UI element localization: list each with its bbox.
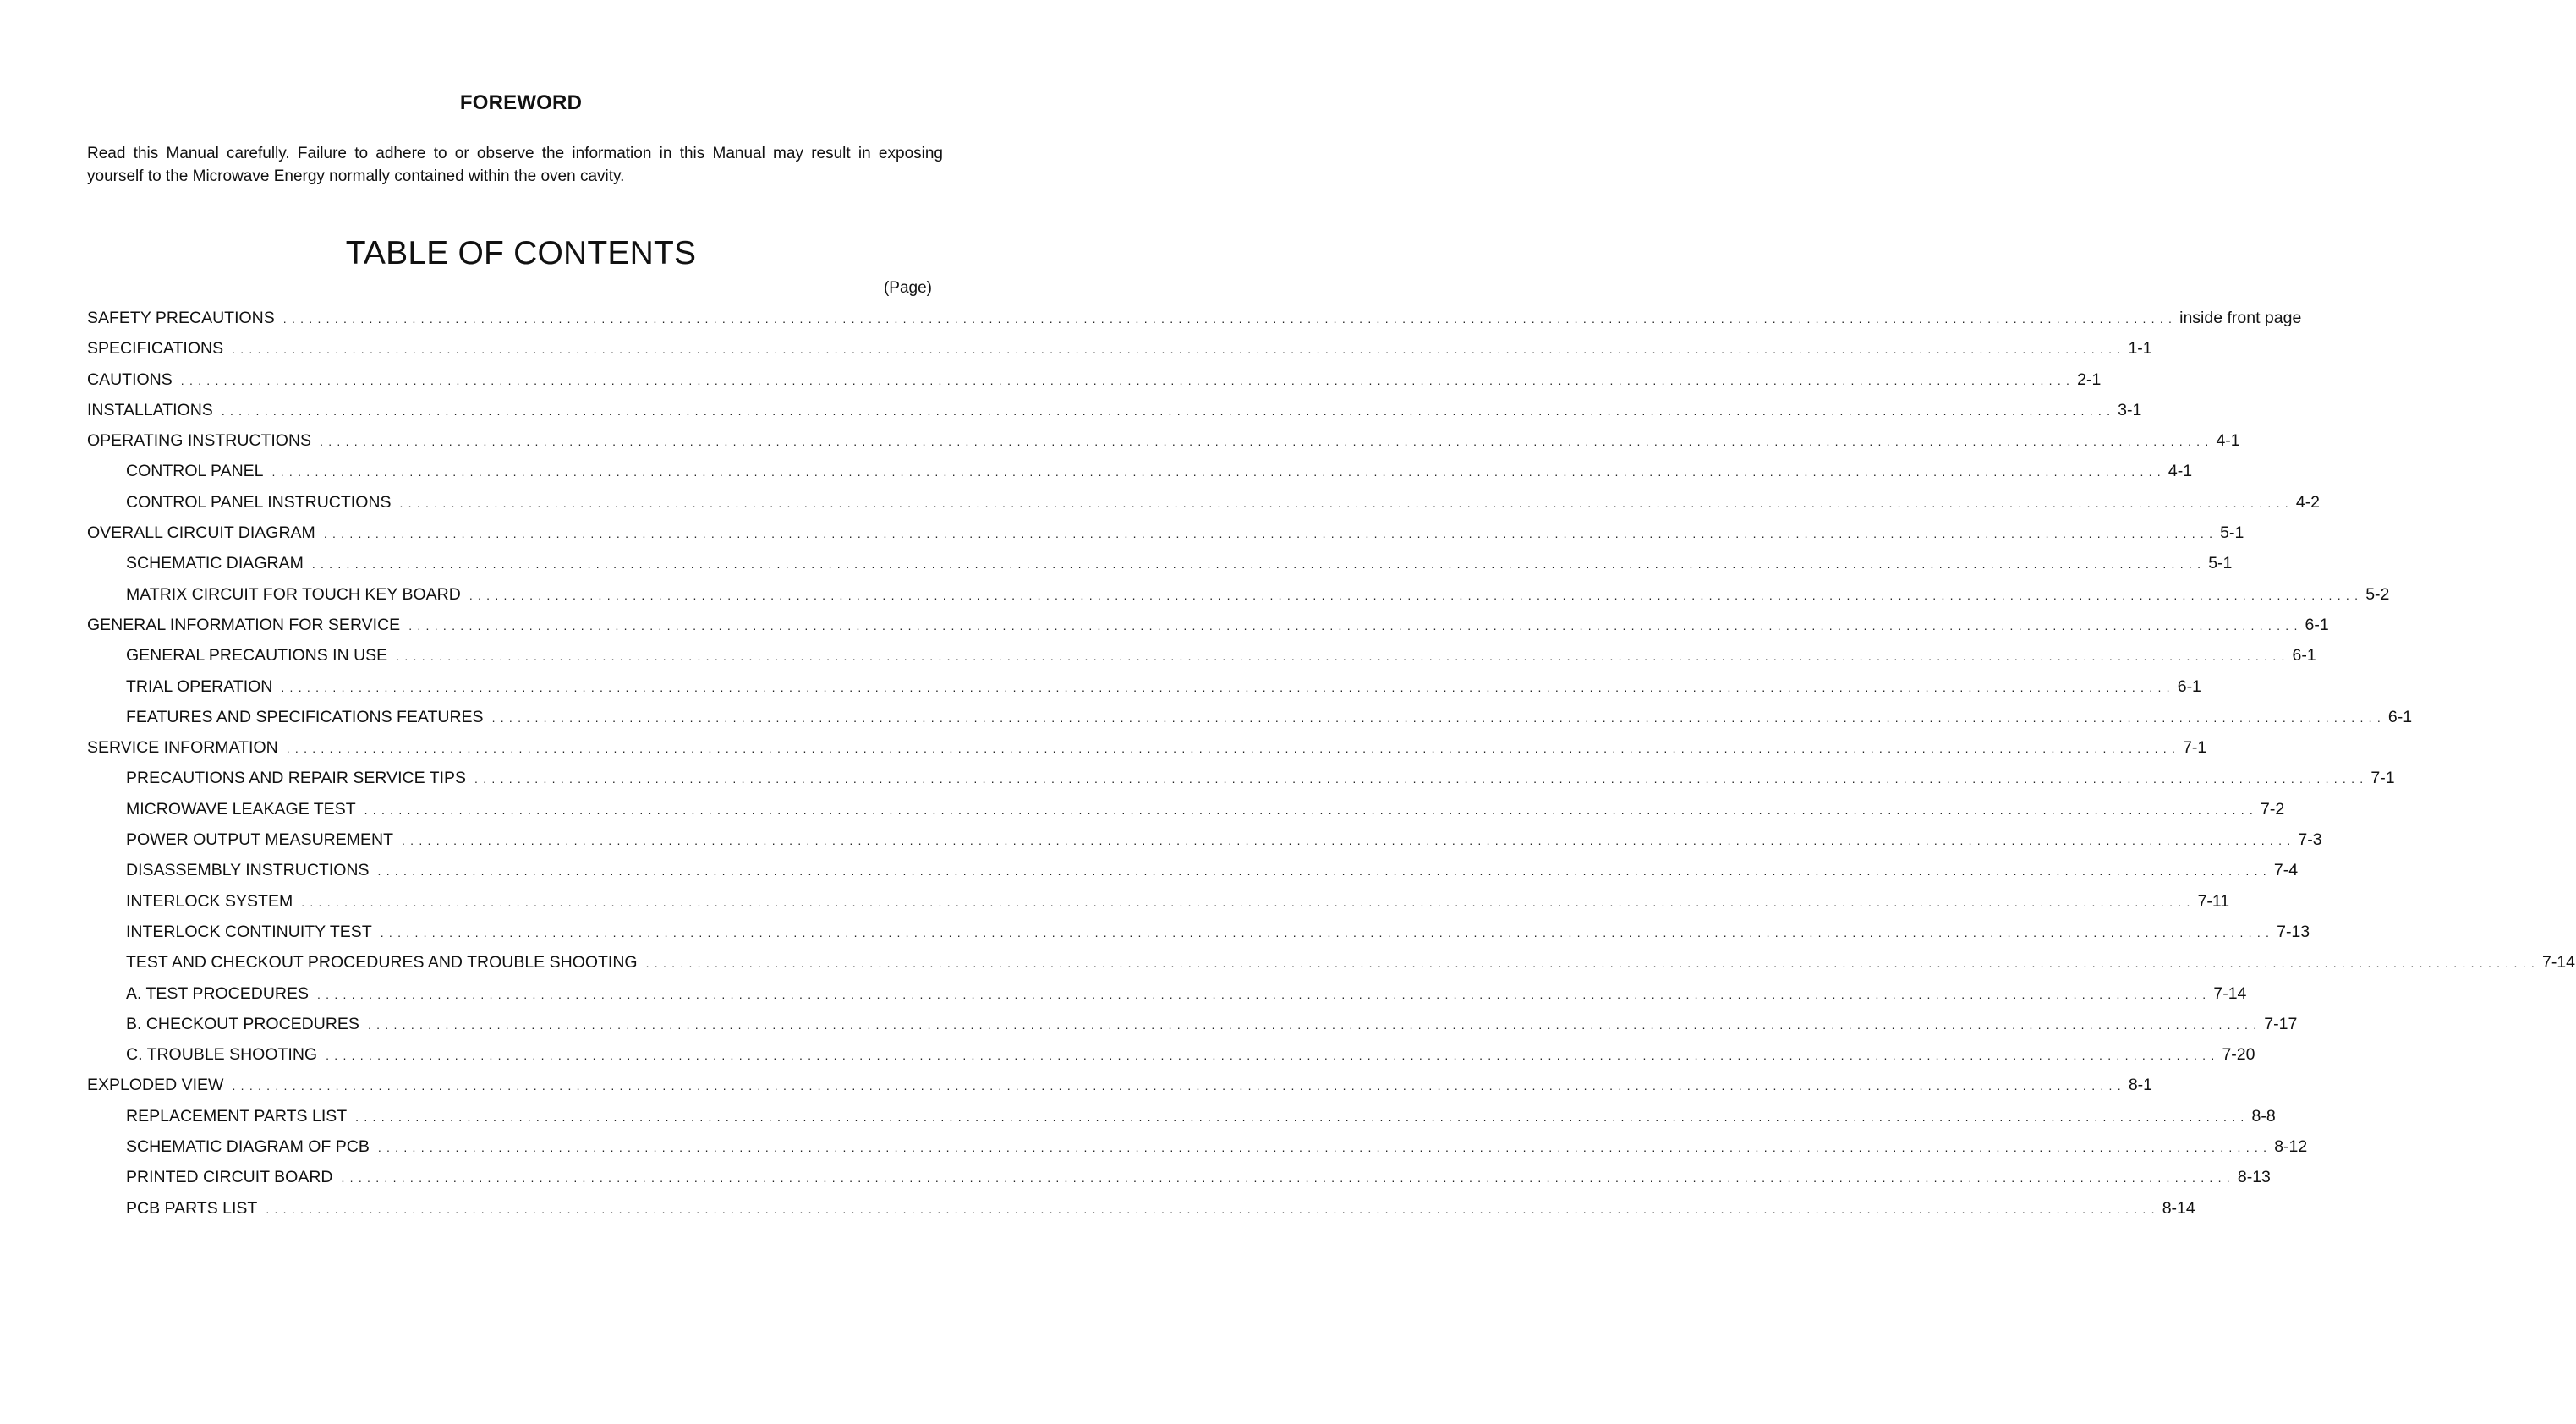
toc-leader-dots: . . . . . . . . . . . . . . . . . . . . . . . . . . . . . . . . . . . . . . . . . . . . . . . . . . . . . . . . . . . . . . . . . . . . . . . . . . . . . . . . . . . . . . . . . . . . . . . . . . . . . . . . . . . . . . . . . . . . . . . . . . . . . . . . . . . . . . . . . . . . . . . . . . . . . . . . . . . . . . . . . . . . . . . . . . . . . . . . . . . . . . . . . . . . . . . . . . . . . . . . . . . . . . . . . . . . . . . . . . . . bbox=[266, 1202, 2156, 1216]
toc-entry[interactable] bbox=[0, 1198, 2195, 1229]
toc-entry[interactable] bbox=[0, 308, 2302, 338]
toc-entry-page: 6-1 bbox=[2387, 707, 2413, 726]
toc-entry-page: 8-13 bbox=[2237, 1168, 2271, 1187]
toc-entry-label: SAFETY PRECAUTIONS bbox=[87, 309, 275, 327]
toc-entry-page: 7-2 bbox=[2260, 799, 2285, 819]
toc-entry-label: OPERATING INSTRUCTIONS bbox=[87, 431, 312, 451]
toc-entry-page: 4-1 bbox=[2168, 462, 2193, 481]
toc-entry-page: 7-1 bbox=[2370, 769, 2395, 788]
toc-entry[interactable] bbox=[0, 400, 2142, 430]
toc-entry[interactable] bbox=[0, 338, 2152, 369]
toc-entry[interactable] bbox=[0, 1136, 2308, 1167]
toc-entry-page: 4-1 bbox=[2216, 431, 2240, 451]
toc-title: TABLE OF CONTENTS bbox=[345, 235, 697, 271]
toc-entry-label: TRIAL OPERATION bbox=[126, 676, 273, 696]
toc-leader-dots: . . . . . . . . . . . . . . . . . . . . . . . . . . . . . . . . . . . . . . . . . . . . . . . . . . . . . . . . . . . . . . . . . . . . . . . . . . . . . . . . . . . . . . . . . . . . . . . . . . . . . . . . . . . . . . . . . . . . . . . . . . . . . . . . . . . . . . . . . . . . . . . . . . . . . . . . . . . . . . . . . . . . . . . . . . . . . . . . . . . . . . . . . . . . . . . . . . . . . . . . . . . . . . . . . . . . . . . . . . . . bbox=[301, 895, 2191, 909]
toc-leader-dots: . . . . . . . . . . . . . . . . . . . . . . . . . . . . . . . . . . . . . . . . . . . . . . . . . . . . . . . . . . . . . . . . . . . . . . . . . . . . . . . . . . . . . . . . . . . . . . . . . . . . . . . . . . . . . . . . . . . . . . . . . . . . . . . . . . . . . . . . . . . . . . . . . . . . . . . . . . . . . . . . . . . . . . . . . . . . . . . . . . . . . . . . . . . . . . . . . . . . . . . . . . . . . . . . . . . . . . . . . . . . bbox=[180, 373, 2071, 387]
toc-entry-page: 7-14 bbox=[2541, 953, 2575, 972]
toc-entry-page: 3-1 bbox=[2118, 400, 2142, 419]
toc-entry[interactable] bbox=[0, 1075, 2153, 1105]
toc-entry-label: GENERAL PRECAUTIONS IN USE bbox=[126, 646, 388, 665]
toc-leader-dots: . . . . . . . . . . . . . . . . . . . . . . . . . . . . . . . . . . . . . . . . . . . . . . . . . . . . . . . . . . . . . . . . . . . . . . . . . . . . . . . . . . . . . . . . . . . . . . . . . . . . . . . . . . . . . . . . . . . . . . . . . . . . . . . . . . . . . . . . . . . . . . . . . . . . . . . . . . . . . . . . . . . . . . . . . . . . . . . . . . . . . . . . . . . . . . . . . . . . . . . . . . . . . . . . . . . . . . . . . . . . bbox=[232, 1079, 2122, 1093]
toc-entry[interactable] bbox=[0, 922, 2310, 952]
toc-entry-page: 7-13 bbox=[2277, 922, 2310, 941]
toc-leader-dots: . . . . . . . . . . . . . . . . . . . . . . . . . . . . . . . . . . . . . . . . . . . . . . . . . . . . . . . . . . . . . . . . . . . . . . . . . . . . . . . . . . . . . . . . . . . . . . . . . . . . . . . . . . . . . . . . . . . . . . . . . . . . . . . . . . . . . . . . . . . . . . . . . . . . . . . . . . . . . . . . . . . . . . . . . . . . . . . . . . . . . . . . . . . . . . . . . . . . . . . . . . . . . . . . . . . . . . . . . . . . bbox=[396, 649, 2286, 664]
toc-entry-label: GENERAL INFORMATION FOR SERVICE bbox=[87, 615, 401, 634]
toc-entry-page: 7-20 bbox=[2222, 1045, 2255, 1065]
toc-entry[interactable] bbox=[0, 584, 2390, 615]
toc-entry-page: 7-1 bbox=[2183, 738, 2207, 758]
toc-entry[interactable] bbox=[0, 952, 2575, 983]
toc-leader-dots: . . . . . . . . . . . . . . . . . . . . . . . . . . . . . . . . . . . . . . . . . . . . . . . . . . . . . . . . . . . . . . . . . . . . . . . . . . . . . . . . . . . . . . . . . . . . . . . . . . . . . . . . . . . . . . . . . . . . . . . . . . . . . . . . . . . . . . . . . . . . . . . . . . . . . . . . . . . . . . . . . . . . . . . . . . . . . . . . . . . . . . . . . . . . . . . . . . . . . . . . . . . . . . . . . . . . . . . . . . . . bbox=[645, 956, 2535, 971]
toc-entry-page: 2-1 bbox=[2077, 370, 2102, 389]
toc-entry-label: INSTALLATIONS bbox=[87, 400, 213, 419]
toc-entry-label: INTERLOCK CONTINUITY TEST bbox=[126, 922, 372, 941]
toc-leader-dots: . . . . . . . . . . . . . . . . . . . . . . . . . . . . . . . . . . . . . . . . . . . . . . . . . . . . . . . . . . . . . . . . . . . . . . . . . . . . . . . . . . . . . . . . . . . . . . . . . . . . . . . . . . . . . . . . . . . . . . . . . . . . . . . . . . . . . . . . . . . . . . . . . . . . . . . . . . . . . . . . . . . . . . . . . . . . . . . . . . . . . . . . . . . . . . . . . . . . . . . . . . . . . . . . . . . . . . . . . . . . bbox=[341, 1171, 2231, 1186]
toc-leader-dots: . . . . . . . . . . . . . . . . . . . . . . . . . . . . . . . . . . . . . . . . . . . . . . . . . . . . . . . . . . . . . . . . . . . . . . . . . . . . . . . . . . . . . . . . . . . . . . . . . . . . . . . . . . . . . . . . . . . . . . . . . . . . . . . . . . . . . . . . . . . . . . . . . . . . . . . . . . . . . . . . . . . . . . . . . . . . . . . . . . . . . . . . . . . . . . . . . . . . . . . . . . . . . . . . . . . . . . . . . . . . bbox=[323, 527, 2214, 541]
toc-entry-page: 7-3 bbox=[2298, 830, 2322, 850]
toc-entry[interactable] bbox=[0, 707, 2413, 737]
toc-entry-label: MATRIX CIRCUIT FOR TOUCH KEY BOARD bbox=[126, 584, 461, 604]
toc-entry-label: SERVICE INFORMATION bbox=[87, 738, 278, 758]
toc-leader-dots: . . . . . . . . . . . . . . . . . . . . . . . . . . . . . . . . . . . . . . . . . . . . . . . . . . . . . . . . . . . . . . . . . . . . . . . . . . . . . . . . . . . . . . . . . . . . . . . . . . . . . . . . . . . . . . . . . . . . . . . . . . . . . . . . . . . . . . . . . . . . . . . . . . . . . . . . . . . . . . . . . . . . . . . . . . . . . . . . . . . . . . . . . . . . . . . . . . . . . . . . . . . . . . . . . . . . . . . . . . . . bbox=[311, 557, 2202, 572]
toc-leader-dots: . . . . . . . . . . . . . . . . . . . . . . . . . . . . . . . . . . . . . . . . . . . . . . . . . . . . . . . . . . . . . . . . . . . . . . . . . . . . . . . . . . . . . . . . . . . . . . . . . . . . . . . . . . . . . . . . . . . . . . . . . . . . . . . . . . . . . . . . . . . . . . . . . . . . . . . . . . . . . . . . . . . . . . . . . . . . . . . . . . . . . . . . . . . . . . . . . . . . . . . . . . . . . . . . . . . . . . . . . . . . bbox=[232, 342, 2122, 357]
toc-leader-dots: . . . . . . . . . . . . . . . . . . . . . . . . . . . . . . . . . . . . . . . . . . . . . . . . . . . . . . . . . . . . . . . . . . . . . . . . . . . . . . . . . . . . . . . . . . . . . . . . . . . . . . . . . . . . . . . . . . . . . . . . . . . . . . . . . . . . . . . . . . . . . . . . . . . . . . . . . . . . . . . . . . . . . . . . . . . . . . . . . . . . . . . . . . . . . . . . . . . . . . . . . . . . . . . . . . . . . . . . . . . . bbox=[286, 742, 2177, 756]
toc-leader-dots: . . . . . . . . . . . . . . . . . . . . . . . . . . . . . . . . . . . . . . . . . . . . . . . . . . . . . . . . . . . . . . . . . . . . . . . . . . . . . . . . . . . . . . . . . . . . . . . . . . . . . . . . . . . . . . . . . . . . . . . . . . . . . . . . . . . . . . . . . . . . . . . . . . . . . . . . . . . . . . . . . . . . . . . . . . . . . . . . . . . . . . . . . . . . . . . . . . . . . . . . . . . . . . . . . . . . . . . . . . . . bbox=[399, 496, 2289, 510]
toc-entry-label: CONTROL PANEL INSTRUCTIONS bbox=[126, 492, 392, 512]
toc-entry-page: 8-8 bbox=[2251, 1106, 2276, 1126]
toc-entry[interactable] bbox=[0, 830, 2322, 860]
toc-leader-dots: . . . . . . . . . . . . . . . . . . . . . . . . . . . . . . . . . . . . . . . . . . . . . . . . . . . . . . . . . . . . . . . . . . . . . . . . . . . . . . . . . . . . . . . . . . . . . . . . . . . . . . . . . . . . . . . . . . . . . . . . . . . . . . . . . . . . . . . . . . . . . . . . . . . . . . . . . . . . . . . . . . . . . . . . . . . . . . . . . . . . . . . . . . . . . . . . . . . . . . . . . . . . . . . . . . . . . . . . . . . . bbox=[317, 987, 2207, 1001]
toc-entry-page: 7-17 bbox=[2264, 1014, 2298, 1033]
toc-leader-dots: . . . . . . . . . . . . . . . . . . . . . . . . . . . . . . . . . . . . . . . . . . . . . . . . . . . . . . . . . . . . . . . . . . . . . . . . . . . . . . . . . . . . . . . . . . . . . . . . . . . . . . . . . . . . . . . . . . . . . . . . . . . . . . . . . . . . . . . . . . . . . . . . . . . . . . . . . . . . . . . . . . . . . . . . . . . . . . . . . . . . . . . . . . . . . . . . . . . . . . . . . . . . . . . . . . . . . . . . . . . . bbox=[282, 312, 2173, 326]
toc-entry-page: 7-11 bbox=[2197, 891, 2230, 911]
toc-entry[interactable] bbox=[0, 891, 2230, 922]
toc-leader-dots: . . . . . . . . . . . . . . . . . . . . . . . . . . . . . . . . . . . . . . . . . . . . . . . . . . . . . . . . . . . . . . . . . . . . . . . . . . . . . . . . . . . . . . . . . . . . . . . . . . . . . . . . . . . . . . . . . . . . . . . . . . . . . . . . . . . . . . . . . . . . . . . . . . . . . . . . . . . . . . . . . . . . . . . . . . . . . . . . . . . . . . . . . . . . . . . . . . . . . . . . . . . . . . . . . . . . . . . . . . . . bbox=[367, 1017, 2258, 1032]
toc-entry[interactable] bbox=[0, 1167, 2271, 1197]
toc-entry-page: 8-14 bbox=[2162, 1198, 2195, 1218]
toc-leader-dots: . . . . . . . . . . . . . . . . . . . . . . . . . . . . . . . . . . . . . . . . . . . . . . . . . . . . . . . . . . . . . . . . . . . . . . . . . . . . . . . . . . . . . . . . . . . . . . . . . . . . . . . . . . . . . . . . . . . . . . . . . . . . . . . . . . . . . . . . . . . . . . . . . . . . . . . . . . . . . . . . . . . . . . . . . . . . . . . . . . . . . . . . . . . . . . . . . . . . . . . . . . . . . . . . . . . . . . . . . . . . bbox=[408, 618, 2299, 633]
toc-entry[interactable] bbox=[0, 1014, 2298, 1044]
toc-entry-label: SCHEMATIC DIAGRAM bbox=[126, 554, 304, 573]
toc-leader-dots: . . . . . . . . . . . . . . . . . . . . . . . . . . . . . . . . . . . . . . . . . . . . . . . . . . . . . . . . . . . . . . . . . . . . . . . . . . . . . . . . . . . . . . . . . . . . . . . . . . . . . . . . . . . . . . . . . . . . . . . . . . . . . . . . . . . . . . . . . . . . . . . . . . . . . . . . . . . . . . . . . . . . . . . . . . . . . . . . . . . . . . . . . . . . . . . . . . . . . . . . . . . . . . . . . . . . . . . . . . . . bbox=[474, 772, 2365, 786]
toc-entry-page: 8-1 bbox=[2128, 1076, 2153, 1095]
toc-entry-label: FEATURES AND SPECIFICATIONS FEATURES bbox=[126, 707, 484, 726]
toc-entry[interactable] bbox=[0, 737, 2207, 768]
toc-entry-page: 5-1 bbox=[2208, 554, 2233, 573]
toc-entry[interactable] bbox=[0, 1106, 2276, 1136]
toc-leader-dots: . . . . . . . . . . . . . . . . . . . . . . . . . . . . . . . . . . . . . . . . . . . . . . . . . . . . . . . . . . . . . . . . . . . . . . . . . . . . . . . . . . . . . . . . . . . . . . . . . . . . . . . . . . . . . . . . . . . . . . . . . . . . . . . . . . . . . . . . . . . . . . . . . . . . . . . . . . . . . . . . . . . . . . . . . . . . . . . . . . . . . . . . . . . . . . . . . . . . . . . . . . . . . . . . . . . . . . . . . . . . bbox=[355, 1109, 2245, 1124]
toc-entry[interactable] bbox=[0, 676, 2201, 707]
toc-entry-label: EXPLODED VIEW bbox=[87, 1076, 224, 1095]
foreword-text: Read this Manual carefully. Failure to adhere to or observe the information in this Manual may result in exposing yourself to the Microwave Energy normally contained within the oven cavity. bbox=[87, 145, 943, 185]
toc-leader-dots: . . . . . . . . . . . . . . . . . . . . . . . . . . . . . . . . . . . . . . . . . . . . . . . . . . . . . . . . . . . . . . . . . . . . . . . . . . . . . . . . . . . . . . . . . . . . . . . . . . . . . . . . . . . . . . . . . . . . . . . . . . . . . . . . . . . . . . . . . . . . . . . . . . . . . . . . . . . . . . . . . . . . . . . . . . . . . . . . . . . . . . . . . . . . . . . . . . . . . . . . . . . . . . . . . . . . . . . . . . . . bbox=[491, 710, 2381, 725]
toc-entry[interactable] bbox=[0, 430, 2240, 461]
toc-leader-dots: . . . . . . . . . . . . . . . . . . . . . . . . . . . . . . . . . . . . . . . . . . . . . . . . . . . . . . . . . . . . . . . . . . . . . . . . . . . . . . . . . . . . . . . . . . . . . . . . . . . . . . . . . . . . . . . . . . . . . . . . . . . . . . . . . . . . . . . . . . . . . . . . . . . . . . . . . . . . . . . . . . . . . . . . . . . . . . . . . . . . . . . . . . . . . . . . . . . . . . . . . . . . . . . . . . . . . . . . . . . . bbox=[320, 435, 2210, 449]
toc-entry-page: 6-1 bbox=[2177, 676, 2201, 696]
toc-leader-dots: . . . . . . . . . . . . . . . . . . . . . . . . . . . . . . . . . . . . . . . . . . . . . . . . . . . . . . . . . . . . . . . . . . . . . . . . . . . . . . . . . . . . . . . . . . . . . . . . . . . . . . . . . . . . . . . . . . . . . . . . . . . . . . . . . . . . . . . . . . . . . . . . . . . . . . . . . . . . . . . . . . . . . . . . . . . . . . . . . . . . . . . . . . . . . . . . . . . . . . . . . . . . . . . . . . . . . . . . . . . . bbox=[326, 1049, 2216, 1063]
toc-entry-page: 7-14 bbox=[2213, 983, 2247, 1003]
toc-entry-label: SCHEMATIC DIAGRAM OF PCB bbox=[126, 1137, 370, 1157]
toc-entry-label: PRINTED CIRCUIT BOARD bbox=[126, 1168, 333, 1187]
toc-leader-dots: . . . . . . . . . . . . . . . . . . . . . . . . . . . . . . . . . . . . . . . . . . . . . . . . . . . . . . . . . . . . . . . . . . . . . . . . . . . . . . . . . . . . . . . . . . . . . . . . . . . . . . . . . . . . . . . . . . . . . . . . . . . . . . . . . . . . . . . . . . . . . . . . . . . . . . . . . . . . . . . . . . . . . . . . . . . . . . . . . . . . . . . . . . . . . . . . . . . . . . . . . . . . . . . . . . . . . . . . . . . . bbox=[364, 802, 2254, 817]
toc-leader-dots: . . . . . . . . . . . . . . . . . . . . . . . . . . . . . . . . . . . . . . . . . . . . . . . . . . . . . . . . . . . . . . . . . . . . . . . . . . . . . . . . . . . . . . . . . . . . . . . . . . . . . . . . . . . . . . . . . . . . . . . . . . . . . . . . . . . . . . . . . . . . . . . . . . . . . . . . . . . . . . . . . . . . . . . . . . . . . . . . . . . . . . . . . . . . . . . . . . . . . . . . . . . . . . . . . . . . . . . . . . . . bbox=[221, 403, 2112, 418]
toc-entry-page: 6-1 bbox=[2305, 615, 2329, 634]
toc-entry-label: REPLACEMENT PARTS LIST bbox=[126, 1106, 348, 1126]
toc-leader-dots: . . . . . . . . . . . . . . . . . . . . . . . . . . . . . . . . . . . . . . . . . . . . . . . . . . . . . . . . . . . . . . . . . . . . . . . . . . . . . . . . . . . . . . . . . . . . . . . . . . . . . . . . . . . . . . . . . . . . . . . . . . . . . . . . . . . . . . . . . . . . . . . . . . . . . . . . . . . . . . . . . . . . . . . . . . . . . . . . . . . . . . . . . . . . . . . . . . . . . . . . . . . . . . . . . . . . . . . . . . . . bbox=[281, 680, 2171, 694]
toc-entry[interactable] bbox=[0, 1044, 2255, 1075]
toc-entry[interactable] bbox=[0, 370, 2102, 400]
toc-entry-label: A. TEST PROCEDURES bbox=[126, 983, 309, 1003]
toc-entry-label: POWER OUTPUT MEASUREMENT bbox=[126, 830, 393, 850]
toc-entry-label: CONTROL PANEL bbox=[126, 462, 264, 481]
toc-entry-label: CAUTIONS bbox=[87, 370, 173, 389]
toc-entry-page: 5-2 bbox=[2365, 584, 2390, 604]
toc-leader-dots: . . . . . . . . . . . . . . . . . . . . . . . . . . . . . . . . . . . . . . . . . . . . . . . . . . . . . . . . . . . . . . . . . . . . . . . . . . . . . . . . . . . . . . . . . . . . . . . . . . . . . . . . . . . . . . . . . . . . . . . . . . . . . . . . . . . . . . . . . . . . . . . . . . . . . . . . . . . . . . . . . . . . . . . . . . . . . . . . . . . . . . . . . . . . . . . . . . . . . . . . . . . . . . . . . . . . . . . . . . . . bbox=[377, 864, 2267, 879]
toc-entry[interactable] bbox=[0, 645, 2316, 676]
toc-entry[interactable] bbox=[0, 615, 2329, 645]
toc-entry[interactable] bbox=[0, 523, 2244, 553]
toc-entry-label: DISASSEMBLY INSTRUCTIONS bbox=[126, 861, 370, 880]
toc-entry[interactable] bbox=[0, 492, 2321, 523]
toc-leader-dots: . . . . . . . . . . . . . . . . . . . . . . . . . . . . . . . . . . . . . . . . . . . . . . . . . . . . . . . . . . . . . . . . . . . . . . . . . . . . . . . . . . . . . . . . . . . . . . . . . . . . . . . . . . . . . . . . . . . . . . . . . . . . . . . . . . . . . . . . . . . . . . . . . . . . . . . . . . . . . . . . . . . . . . . . . . . . . . . . . . . . . . . . . . . . . . . . . . . . . . . . . . . . . . . . . . . . . . . . . . . . bbox=[377, 1141, 2268, 1155]
toc-entry-label: B. CHECKOUT PROCEDURES bbox=[126, 1014, 359, 1033]
toc-list bbox=[0, 308, 2575, 1229]
toc-entry-label: PRECAUTIONS AND REPAIR SERVICE TIPS bbox=[126, 769, 467, 788]
toc-entry-page: inside front page bbox=[2179, 309, 2302, 327]
toc-entry-label: SPECIFICATIONS bbox=[87, 339, 224, 359]
toc-entry[interactable] bbox=[0, 860, 2299, 890]
toc-entry[interactable] bbox=[0, 983, 2247, 1014]
toc-entry-label: OVERALL CIRCUIT DIAGRAM bbox=[87, 523, 315, 543]
toc-entry[interactable] bbox=[0, 553, 2233, 583]
toc-entry-label: PCB PARTS LIST bbox=[126, 1198, 258, 1218]
toc-leader-dots: . . . . . . . . . . . . . . . . . . . . . . . . . . . . . . . . . . . . . . . . . . . . . . . . . . . . . . . . . . . . . . . . . . . . . . . . . . . . . . . . . . . . . . . . . . . . . . . . . . . . . . . . . . . . . . . . . . . . . . . . . . . . . . . . . . . . . . . . . . . . . . . . . . . . . . . . . . . . . . . . . . . . . . . . . . . . . . . . . . . . . . . . . . . . . . . . . . . . . . . . . . . . . . . . . . . . . . . . . . . . bbox=[380, 925, 2271, 939]
toc-leader-dots: . . . . . . . . . . . . . . . . . . . . . . . . . . . . . . . . . . . . . . . . . . . . . . . . . . . . . . . . . . . . . . . . . . . . . . . . . . . . . . . . . . . . . . . . . . . . . . . . . . . . . . . . . . . . . . . . . . . . . . . . . . . . . . . . . . . . . . . . . . . . . . . . . . . . . . . . . . . . . . . . . . . . . . . . . . . . . . . . . . . . . . . . . . . . . . . . . . . . . . . . . . . . . . . . . . . . . . . . . . . . bbox=[271, 465, 2162, 479]
toc-leader-dots: . . . . . . . . . . . . . . . . . . . . . . . . . . . . . . . . . . . . . . . . . . . . . . . . . . . . . . . . . . . . . . . . . . . . . . . . . . . . . . . . . . . . . . . . . . . . . . . . . . . . . . . . . . . . . . . . . . . . . . . . . . . . . . . . . . . . . . . . . . . . . . . . . . . . . . . . . . . . . . . . . . . . . . . . . . . . . . . . . . . . . . . . . . . . . . . . . . . . . . . . . . . . . . . . . . . . . . . . . . . . bbox=[402, 834, 2292, 848]
toc-entry-label: INTERLOCK SYSTEM bbox=[126, 891, 293, 911]
toc-entry-page: 1-1 bbox=[2128, 339, 2152, 359]
toc-entry-label: MICROWAVE LEAKAGE TEST bbox=[126, 799, 356, 819]
toc-entry[interactable] bbox=[0, 768, 2395, 798]
toc-entry[interactable] bbox=[0, 461, 2193, 491]
toc-entry-label: C. TROUBLE SHOOTING bbox=[126, 1045, 318, 1065]
toc-entry-page: 4-2 bbox=[2295, 492, 2321, 512]
toc-leader-dots: . . . . . . . . . . . . . . . . . . . . . . . . . . . . . . . . . . . . . . . . . . . . . . . . . . . . . . . . . . . . . . . . . . . . . . . . . . . . . . . . . . . . . . . . . . . . . . . . . . . . . . . . . . . . . . . . . . . . . . . . . . . . . . . . . . . . . . . . . . . . . . . . . . . . . . . . . . . . . . . . . . . . . . . . . . . . . . . . . . . . . . . . . . . . . . . . . . . . . . . . . . . . . . . . . . . . . . . . . . . . bbox=[469, 588, 2360, 602]
toc-entry-page: 5-1 bbox=[2220, 523, 2244, 543]
toc-page-column-label: (Page) bbox=[883, 279, 932, 297]
foreword-title: FOREWORD bbox=[459, 91, 583, 114]
toc-entry-label: TEST AND CHECKOUT PROCEDURES AND TROUBLE SHOOTING bbox=[126, 953, 638, 972]
toc-entry-page: 7-4 bbox=[2273, 861, 2299, 880]
toc-entry[interactable] bbox=[0, 799, 2285, 830]
toc-entry-page: 8-12 bbox=[2274, 1137, 2308, 1157]
toc-entry-page: 6-1 bbox=[2292, 646, 2316, 665]
